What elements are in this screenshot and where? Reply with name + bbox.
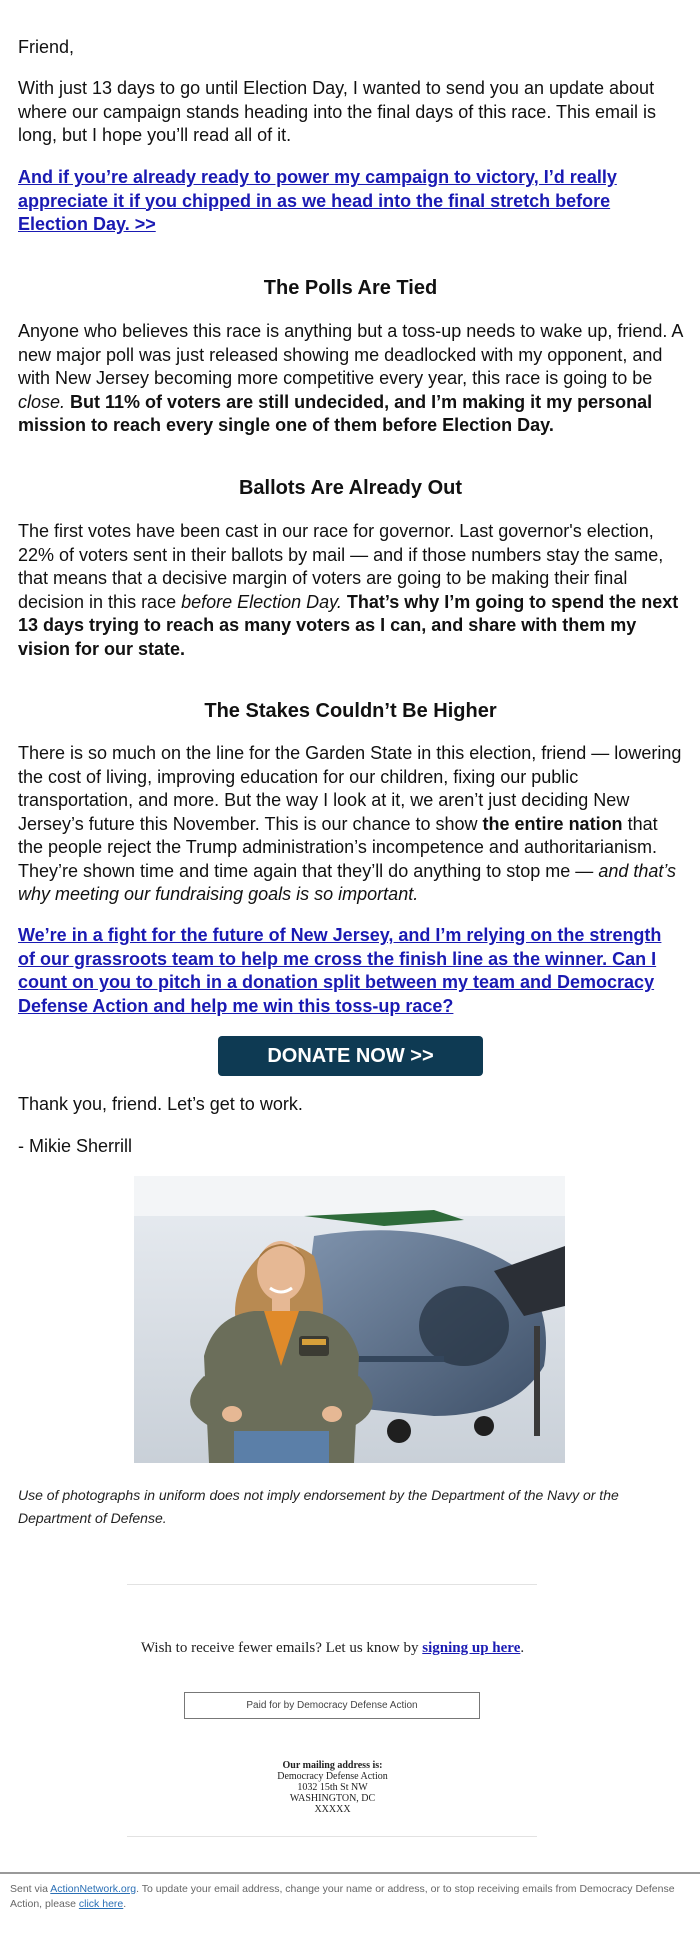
footer-text bbox=[10, 1882, 680, 1912]
top-donate-link[interactable]: And if you’re already ready to power my campaign to victory, I’d really appreciate it if you chipped in as we head into the final stretch before Election Day. >> bbox=[18, 167, 617, 234]
polls-text-bold: But 11% of voters are still undecided, and I’m making it my personal mission to reach every single one of them before Election Day. bbox=[18, 391, 653, 435]
closing-thanks: Thank you, friend. Let’s get to work. bbox=[18, 1094, 303, 1114]
stakes-text-italic: and that’s why meeting our fundraising goals is so important. bbox=[18, 860, 677, 904]
stakes-text-c: that the people reject the Trump administration’s incompetence and authoritarianism. They’re shown time and time again that they’ll do anything to stop me — bbox=[18, 813, 658, 881]
section-heading-stakes: The Stakes Couldn’t Be Higher bbox=[204, 700, 497, 722]
fewer-emails-notice bbox=[0, 1640, 665, 1657]
sent-via-prefix: Sent via bbox=[10, 1883, 51, 1895]
stakes-text-a: There is so much on the line for the Garden State in this election, friend — lowering the cost of living, improving education for our children, fixing our public transportation, and more. But the way I look at it, we aren’t just deciding New Jersey’s future this November. This is our chance to show bbox=[18, 743, 682, 834]
ballots-text-bold: That’s why I’m going to spend the next 13 days trying to reach as many voters as I can, and share with them my vision for our state. bbox=[18, 591, 679, 659]
mailing-address-line: XXXXX bbox=[314, 1804, 351, 1815]
paid-for-box: Paid for by Democracy Defense Action bbox=[184, 1692, 480, 1719]
signature: - Mikie Sherrill bbox=[18, 1136, 133, 1156]
candidate-photo-illustration bbox=[134, 1176, 565, 1463]
sent-via-suffix: . bbox=[123, 1898, 127, 1910]
salutation: Friend, bbox=[18, 37, 75, 57]
section-paragraph-ballots bbox=[18, 520, 683, 661]
mailing-address-line: Democracy Defense Action bbox=[277, 1771, 388, 1782]
mailing-address-label: Our mailing address is: bbox=[282, 1760, 383, 1771]
section-paragraph-stakes bbox=[18, 742, 683, 907]
photo-disclaimer: Use of photographs in uniform does not imply endorsement by the Department of the Navy or the Department of Defense. bbox=[18, 1487, 619, 1526]
section-paragraph-polls bbox=[18, 320, 683, 438]
mailing-address-line: WASHINGTON, DC bbox=[289, 1793, 376, 1804]
polls-text-italic: close. bbox=[18, 391, 66, 412]
fewer-emails-link[interactable]: signing up here bbox=[422, 1640, 521, 1656]
actionnetwork-link[interactable]: ActionNetwork.org bbox=[50, 1883, 137, 1895]
mailing-address-line: 1032 15th St NW bbox=[297, 1782, 368, 1793]
actionnetwork-footer bbox=[0, 1872, 700, 1938]
polls-text-a: Anyone who believes this race is anything but a toss-up needs to wake up, friend. A new major poll was just released showing me deadlocked with my opponent, and with New Jersey becoming more competitive every year, this race is going to be bbox=[18, 321, 683, 388]
candidate-photo bbox=[134, 1176, 565, 1463]
fewer-emails-suffix: . bbox=[520, 1640, 525, 1656]
sent-via-middle: . To update your email address, change your name or address, or to stop receiving emails from Democracy Defense Action, please bbox=[10, 1883, 675, 1910]
ballots-text-italic: before Election Day. bbox=[181, 591, 342, 612]
mailing-address bbox=[0, 1760, 665, 1815]
bottom-donate-link[interactable]: We’re in a fight for the future of New Jersey, and I’m relying on the strength of our grassroots team to help me cross the finish line as the winner. Can I count on you to pitch in a donation split between my team and Democracy Defense Action and help me win this toss-up race? bbox=[18, 925, 662, 1016]
donate-button-row bbox=[18, 1036, 683, 1076]
donate-now-button[interactable]: DONATE NOW >> bbox=[218, 1036, 483, 1076]
ballots-text-a: The first votes have been cast in our race for governor. Last governor's election, 22% of voters sent in their ballots by mail — and if those numbers stay the same, that means that a decisive margin of voters are going to be making their final decision in this race bbox=[18, 521, 664, 612]
stakes-text-bold: the entire nation bbox=[482, 813, 623, 834]
section-heading-ballots: Ballots Are Already Out bbox=[238, 477, 463, 499]
click-here-link[interactable]: click here bbox=[78, 1898, 124, 1910]
section-heading-polls: The Polls Are Tied bbox=[263, 277, 438, 299]
divider bbox=[127, 1836, 537, 1837]
intro-paragraph: With just 13 days to go until Election Day, I wanted to send you an update about where our campaign stands heading into the final days of this race. This email is long, but I hope you’ll read all of it. bbox=[18, 78, 657, 145]
fewer-emails-prefix: Wish to receive fewer emails? Let us know by bbox=[140, 1640, 423, 1656]
divider bbox=[127, 1584, 537, 1585]
